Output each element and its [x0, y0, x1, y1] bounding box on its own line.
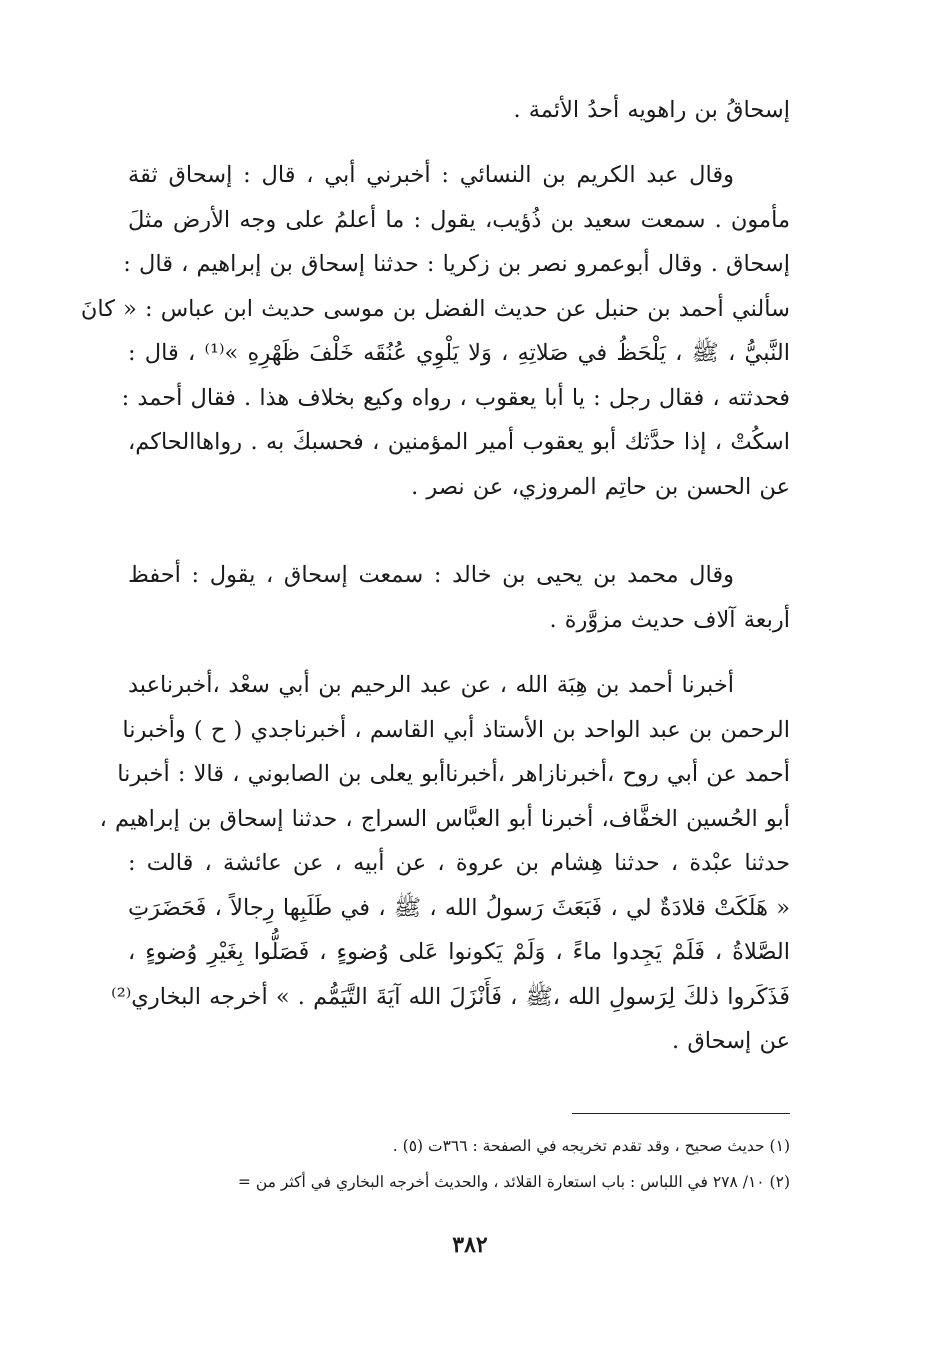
text-line: النَّبيُّ ، ﷺ ، يَلْحَظُ في صَلاتِهِ ، وَلا يَلْوِي عُنُقَه خَلْفَ ظَهْرِهِ »⁽¹⁾ ، قال : [128, 340, 790, 366]
text-line: وقال محمد بن يحيى بن خالد : سمعت إسحاق ، يقول : أحفظ [128, 562, 734, 588]
text-line: فحدثته ، فقال رجل : يا أبا يعقوب ، رواه وكيع بخلاف هذا . فقال أحمد : [121, 384, 790, 411]
text-line: مأمون . سمعت سعيد بن ذُؤيب، يقول : ما أعلمُ على وجه الأرض مثلَ [128, 206, 790, 233]
text-line: فَذَكَروا ذلكَ لِرَسولِ الله ،ﷺ ، فَأَنْزَلَ الله آيَةَ التَّيَمُّم . » أخرجه البخاري⁽²⁾ [111, 983, 790, 1010]
paragraph-4 [99, 663, 790, 1064]
text-line: الصَّلاةُ ، فَلَمْ يَجِدوا ماءً ، وَلَمْ يَكونوا عَلى وُضوءٍ ، فَصَلُّوا بِغَيْرِ وُضوءٍ ، [128, 939, 790, 965]
text-line: حدثنا عبْدة ، حدثنا هِشام بن عروة ، عن أبيه ، عن عائشة ، قالت : [128, 850, 790, 876]
paragraph-2 [80, 153, 790, 509]
page-number: ٣٨٢ [452, 1232, 488, 1258]
text-line: وقال عبد الكريم بن النسائي : أخبرني أبي ، قال : إسحاق ثقة [128, 162, 734, 188]
footnote-2: (٢) ١٠/ ٢٧٨ في اللباس : باب استعارة القلائد ، والحديث أخرجه البخاري في أكثر من = [237, 1173, 790, 1191]
paragraph-1 [128, 88, 790, 133]
text-line: أحمد عن أبي روح ،أخبرنازاهر ،أخبرناأبو يعلى بن الصابوني ، قالا : أخبرنا [117, 761, 790, 787]
text-line: « هَلَكَتْ قلادَةٌ لي ، فَبَعَثَ رَسولُ الله ، ﷺ ، في طَلَبِها رِجالاً ، فَحَضَرَتِ [128, 894, 790, 921]
footnote-1: (١) حديث صحيح ، وقد تقدم تخريجه في الصفحة : ٣٦٦ت (٥) . [392, 1137, 790, 1155]
text-line: إسحاقُ بن راهويه أحدُ الأئمة . [513, 97, 790, 123]
text-line: أربعة آلاف حديث مزوَّرة . [549, 606, 790, 633]
text-line: إسحاق . وقال أبوعمرو نصر بن زكريا : حدثنا إسحاق بن إبراهيم ، قال : [123, 251, 790, 277]
footnote-divider [572, 1113, 790, 1114]
text-line: اسكُتْ ، إذا حدَّثك أبو يعقوب أمير المؤمنين ، فحسبكَ به . رواهاالحاكم، [128, 429, 790, 455]
text-line: أخبرنا أحمد بن هِبَة الله ، عن عبد الرحيم بن أبي سعْد ،أخبرناعبد [128, 672, 734, 698]
paragraph-3 [128, 553, 790, 642]
footnotes [118, 1128, 790, 1200]
text-line: عن الحسن بن حاتِم المروزي، عن نصر . [411, 473, 790, 500]
text-line: الرحمن بن عبد الواحد بن الأستاذ أبي القاسم ، أخبرناجدي ( ح ) وأخبرنا [122, 716, 790, 743]
text-line: سألني أحمد بن حنبل عن حديث الفضل بن موسى حديث ابن عباس : « كانَ [80, 295, 790, 322]
text-line: أبو الحُسين الخفَّاف، أخبرنا أبو العبَّاس السراج ، حدثنا إسحاق بن إبراهيم ، [99, 805, 790, 832]
text-line: عن إسحاق . [672, 1028, 790, 1054]
